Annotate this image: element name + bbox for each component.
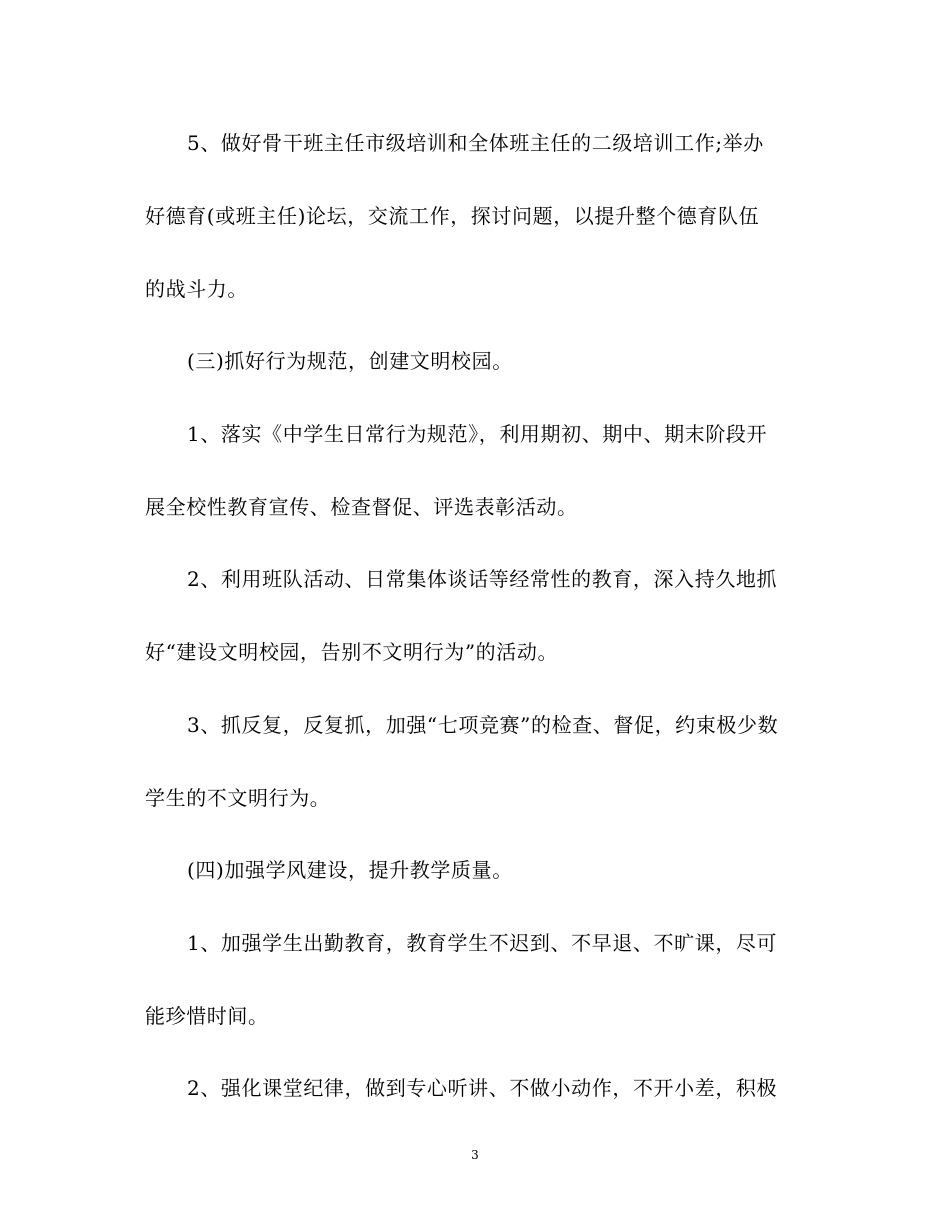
paragraph-line: 的战斗力。 bbox=[145, 277, 248, 301]
paragraph-line: 能珍惜时间。 bbox=[145, 1004, 269, 1028]
paragraph-line: 好德育(或班主任)论坛，交流工作，探讨问题，以提升整个德育队伍 bbox=[145, 204, 760, 228]
paragraph-line: 展全校性教育宣传、检查督促、评选表彰活动。 bbox=[145, 495, 578, 519]
paragraph-line: 学生的不文明行为。 bbox=[145, 786, 331, 810]
paragraph-line: 2、强化课堂纪律，做到专心听讲、不做小动作，不开小差，积极 bbox=[187, 1076, 778, 1100]
section-heading: (四)加强学风建设，提升教学质量。 bbox=[187, 858, 513, 882]
paragraph-line: 好“建设文明校园，告别不文明行为”的活动。 bbox=[145, 640, 559, 664]
section-heading: (三)抓好行为规范，创建文明校园。 bbox=[187, 349, 513, 373]
paragraph-line: 1、落实《中学生日常行为规范》，利用期初、期中、期末阶段开 bbox=[187, 422, 768, 446]
paragraph-line: 2、利用班队活动、日常集体谈话等经常性的教育，深入持久地抓 bbox=[187, 567, 778, 591]
paragraph-line: 1、加强学生出勤教育，教育学生不迟到、不早退、不旷课，尽可 bbox=[187, 931, 778, 955]
page-number: 3 bbox=[471, 1148, 479, 1162]
paragraph-line: 5、做好骨干班主任市级培训和全体班主任的二级培训工作;举办 bbox=[187, 131, 764, 155]
paragraph-line: 3、抓反复，反复抓，加强“七项竞赛”的检查、督促，约束极少数 bbox=[187, 713, 779, 737]
